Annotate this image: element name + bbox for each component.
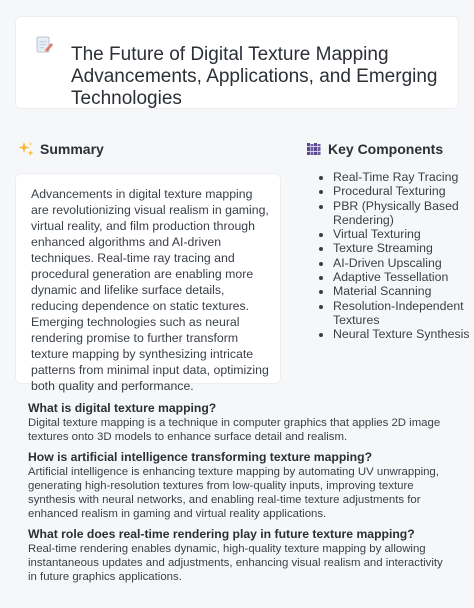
faq-question: What role does real-time rendering play in future texture mapping? <box>28 527 415 541</box>
list-item: • Resolution-Independent Textures <box>333 299 474 328</box>
list-item: • Real-Time Ray Tracing <box>333 170 474 184</box>
list-item: • PBR (Physically Based Rendering) <box>333 199 474 228</box>
list-item: • Texture Streaming <box>333 241 474 255</box>
header-card <box>15 16 459 109</box>
page-title: The Future of Digital Texture Mapping Advancements, Applications, and Emerging Technologies <box>71 43 438 109</box>
summary-heading-label: Summary <box>40 141 104 157</box>
books-icon <box>306 141 322 157</box>
faq-item <box>28 450 448 521</box>
document-pencil-icon <box>34 35 54 55</box>
list-item: • Neural Texture Synthesis <box>333 327 474 341</box>
faq-answer: Real-time rendering enables dynamic, high-quality texture mapping by allowing instantaneous updates and adjustments, enhancing visual realism and interactivity in future graphics applications. <box>28 543 443 583</box>
faq-answer: Digital texture mapping is a technique in computer graphics that applies 2D image textures onto 3D models to enhance surface detail and realism. <box>28 417 441 443</box>
faq-item <box>28 401 448 444</box>
summary-card <box>15 173 281 393</box>
summary-heading <box>18 141 104 157</box>
list-item: • AI-Driven Upscaling <box>333 256 474 270</box>
faq-question: What is digital texture mapping? <box>28 401 217 415</box>
components-list <box>318 170 474 342</box>
components-heading-label: Key Components <box>328 141 444 157</box>
components-heading <box>306 141 443 157</box>
list-item: • Virtual Texturing <box>333 227 474 241</box>
list-item: • Adaptive Tessellation <box>333 270 474 284</box>
sparkles-icon <box>18 141 34 157</box>
list-item: • Material Scanning <box>333 284 474 298</box>
faq-item <box>28 527 448 584</box>
list-item: • Procedural Texturing <box>333 184 474 198</box>
faq-answer: Artificial intelligence is enhancing texture mapping by automating UV unwrapping, generating high-resolution textures from low-quality inputs, improving texture synthesis with neural networks, and enabling real-time texture adjustments for enhanced realism in gaming and virtual reality applications. <box>28 466 439 520</box>
faq-question: How is artificial intelligence transforming texture mapping? <box>28 450 373 464</box>
summary-text: Advancements in digital texture mapping are revolutionizing visual realism in gaming, virtual reality, and film production through enhanced algorithms and AI-driven techniques. Real-time ray tracing and procedural generation are enabling more dynamic and lifelike surface details, reducing dependence on static textures. Emerging technologies such as neural rendering promise to further transform texture mapping by synthesizing intricate patterns from minimal input data, optimizing both quality and performance. <box>31 187 269 393</box>
